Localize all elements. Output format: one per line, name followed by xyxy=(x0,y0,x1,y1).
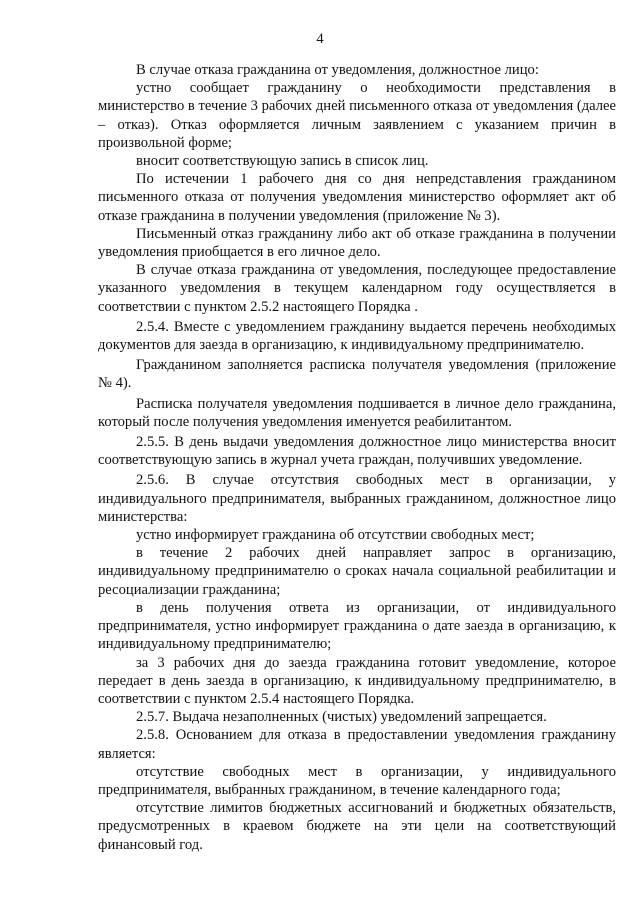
paragraph-2-5-5: 2.5.5. В день выдачи уведомления должностное лицо министерства вносит соответствующую запись в журнал учета граждан, получивших уведомление. xyxy=(98,434,616,469)
paragraph-refusal-intro: В случае отказа гражданина от уведомления, должностное лицо: xyxy=(136,62,539,78)
paragraph-refusal-act: По истечении 1 рабочего дня со дня непредставления гражданином письменного отказа от получения уведомления министерство оформляет акт об отказе гражданина в получении уведомления (приложение № 3). xyxy=(98,171,616,224)
document-body xyxy=(98,61,616,854)
page-number: 4 xyxy=(316,31,324,47)
paragraph-personal-file: Письменный отказ гражданину либо акт об отказе гражданина в получении уведомления приобщается в его личное дело. xyxy=(98,225,616,261)
paragraph-record-entry: вносит соответствующую запись в список лиц. xyxy=(136,153,429,170)
paragraph-2-5-7: 2.5.7. Выдача незаполненных (чистых) уведомлений запрещается. xyxy=(136,709,547,726)
paragraph-receipt-fill: Гражданином заполняется расписка получателя уведомления (приложение № 4). xyxy=(98,357,616,392)
paragraph-receipt-file: Расписка получателя уведомления подшивается в личное дело гражданина, который после получения уведомления именуется реабилитантом. xyxy=(98,395,616,430)
paragraph-request: в течение 2 рабочих дней направляет запрос в организацию, индивидуальному предпринимателю о сроках начала социальной реабилитации и ресоциализации гражданина; xyxy=(98,545,616,598)
paragraph-prepare-notice: за 3 рабочих дня до заезда гражданина готовит уведомление, которое передает в день заезда в организацию, к индивидуальному предпринимателю, в соответствии с пунктом 2.5.4 настоящего Порядка. xyxy=(98,654,616,707)
paragraph-no-free-places: отсутствие свободных мест в организации, у индивидуального предпринимателя, выбранных гражданином, в течение календарного года; xyxy=(98,763,616,798)
paragraph-arrival-date: в день получения ответа из организации, от индивидуального предпринимателя, устно информирует гражданина о дате заезда в организацию, к индивидуальному предпринимателю; xyxy=(98,599,616,653)
paragraph-2-5-8: 2.5.8. Основанием для отказа в предоставлении уведомления гражданину является: xyxy=(98,727,616,762)
paragraph-2-5-6: 2.5.6. В случае отсутствия свободных мест в организации, у индивидуального предпринимателя, выбранных гражданином, должностное лицо министерства: xyxy=(98,472,616,525)
paragraph-oral-notice: устно сообщает гражданину о необходимости представления в министерство в течение 3 рабочих дней письменного отказа от уведомления (далее – отказ). Отказ оформляется личным заявлением с указанием причин в произвольной форме; xyxy=(98,80,616,151)
paragraph-2-5-4: 2.5.4. Вместе с уведомлением гражданину выдается перечень необходимых документов для заезда в организацию, к индивидуальному предпринимателю. xyxy=(98,318,616,354)
paragraph-no-budget-limits: отсутствие лимитов бюджетных ассигнований и бюджетных обязательств, предусмотренных в краевом бюджете на эти цели на соответствующий финансовый год. xyxy=(98,800,616,853)
paragraph-subsequent-provision: В случае отказа гражданина от уведомления, последующее предоставление указанного уведомления в текущем календарном году осуществляется в соответствии с пунктом 2.5.2 настоящего Порядка . xyxy=(98,262,616,315)
paragraph-no-places-info: устно информирует гражданина об отсутствии свободных мест; xyxy=(136,527,535,544)
